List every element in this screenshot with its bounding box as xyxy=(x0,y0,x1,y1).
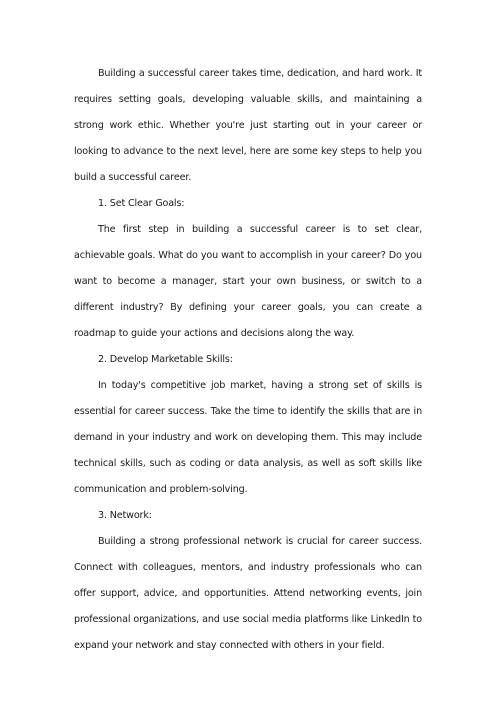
document-body xyxy=(74,61,422,659)
section-body-develop-skills: In today's competitive job market, having a strong set of skills is essential for career success. Take the time to identify the skills that are in demand in your industry and work on developing them. This may include technical skills, such as coding or data analysis, as well as soft skills like communication and problem-solving. xyxy=(74,380,422,495)
section-body-network: Building a strong professional network is crucial for career success. Connect with colleagues, mentors, and industry professionals who can offer support, advice, and opportunities. Attend networking events, join professional organizations, and use social media platforms like LinkedIn to expand your network and stay connected with others in your field. xyxy=(74,536,422,651)
section-body-set-clear-goals: The first step in building a successful career is to set clear, achievable goals. What do you want to accomplish in your career? Do you want to become a manager, start your own business, or switch to a different industry? By defining your career goals, you can create a roadmap to guide your actions and decisions along the way. xyxy=(74,224,422,339)
section-heading-network: 3. Network: xyxy=(98,510,152,521)
intro-paragraph: Building a successful career takes time, dedication, and hard work. It requires setting goals, developing valuable skills, and maintaining a strong work ethic. Whether you're just starting out in your career or looking to advance to the next level, here are some key steps to help you build a successful career. xyxy=(74,68,422,183)
section-heading-set-clear-goals: 1. Set Clear Goals: xyxy=(98,198,185,209)
section-heading-develop-skills: 2. Develop Marketable Skills: xyxy=(98,354,233,365)
